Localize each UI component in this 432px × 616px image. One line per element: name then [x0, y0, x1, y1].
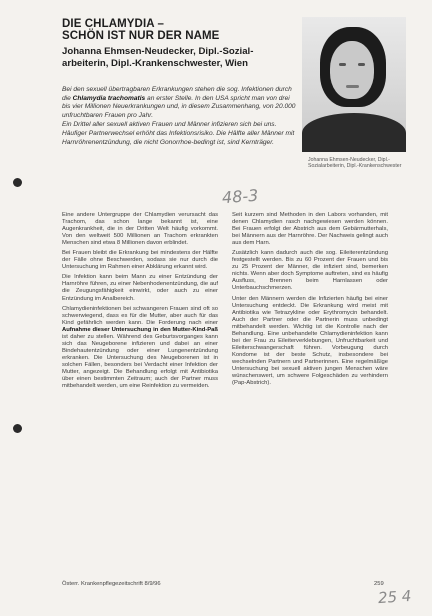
text-column-left: [62, 212, 218, 576]
paragraph: Seit kurzem sind Methoden in den Labors vorhanden, mit denen Chlamydien rasch nachgewiesen werden können. Bei Frauen erfolgt der Abstrich aus dem Gebärmutterhals, bei Männern aus der Harnröhre. Der Nachweis gelingt auch aus dem Harn.: [232, 212, 388, 247]
title-line-2: SCHÖN IST NUR DER NAME: [62, 30, 220, 42]
article-intro: [62, 86, 296, 148]
photo-caption: Johanna Ehmsen-Neudecker, Dipl.-Sozialarbeiterin, Dipl.-Krankenschwester: [308, 157, 402, 170]
handwritten-note: 48-3: [221, 185, 259, 208]
author-photo: [302, 17, 406, 152]
paragraph: Zusätzlich kann dadurch auch die sog. Eileiterentzündung festgestellt werden. Bis zu 60 Prozent der Frauen und bis zu 25 Prozent der Männer, die infiziert sind, bemerken nichts. Wenn aber doch Symptome auftreten, sind es häufig Ausfluss, Brennen beim Harnlassen oder Unterbauchschmerzen.: [232, 250, 388, 292]
paragraph: Die Infektion kann beim Mann zu einer Entzündung der Harnröhre führen, zu einer Nebenhodenentzündung, die auf die Zeugungsfähigkeit einwirkt, oder auch zu einer Entzündung im Analbereich.: [62, 274, 218, 302]
term-chlamydia: Chlamydia trachomatis: [72, 94, 146, 102]
footer-journal: Österr. Krankenpflegezeitschrift 8/9/96: [62, 581, 161, 587]
text-column-right: [232, 212, 388, 576]
intro-paragraph-2: Ein Drittel aller sexuell aktiven Frauen und Männer infizieren sich bei uns. Häufiger Partnerwechsel erhöht das Infektionsrisiko. Die Hälfte aller Männer mit Harnröhrenentzündung, die nicht Gonorrhoe-bedingt ist, sind Kernträger.: [62, 121, 295, 146]
paragraph: Bei Frauen bleibt die Erkrankung bei mindestens der Hälfte der Fälle ohne Beschwerden, sodass sie nur durch die Untersuchung im Rahmen einer Abklärung erkannt wird.: [62, 250, 218, 271]
punch-hole: [13, 424, 22, 433]
page-number: 259: [374, 581, 384, 587]
punch-hole: [13, 178, 22, 187]
handwritten-number: 25 4: [377, 586, 412, 608]
author-line: [62, 46, 297, 69]
author-line-2: arbeiterin, Dipl.-Krankenschwester, Wien: [62, 57, 248, 69]
title-line-1: DIE CHLAMYDIA –: [62, 18, 165, 30]
paragraph: Eine andere Untergruppe der Chlamydien verursacht das Trachom, das schon lange bekannt ist, eine Augenkrankheit, die in der Dritten Welt häufig vorkommt. Von den weltweit 500 Millionen an Trachom erkrankten Menschen sind etwa 8 Millionen davon erblindet.: [62, 212, 218, 247]
emphasis-mutter-kind-pass: Aufnahme dieser Untersuchung in den Mutter-Kind-Paß: [62, 326, 218, 333]
paragraph: Unter den Männern werden die Infizierten häufig bei einer Untersuchung entdeckt. Die Erkrankung wird meist mit Antibiotika wie Tetrazykline oder Erythromycin behandelt. Auch der Partner oder die Partnerin muss unbedingt mitbehandelt werden. Wichtig ist die Kontrolle nach der Behandlung. Eine unbehandelte Chlamydieninfektion kann bei der Frau zu Eileiterverklebungen, Unfruchtbarkeit und Eileiterschwangerschaft führen. Vorbeugung durch Kondome ist der beste Schutz, insbesondere bei wechselnden Partnern und Partnerinnen. Eine regelmäßige Untersuchung bei sexuell aktiven jungen Menschen wäre wünschenswert, um schwere Folgeschäden zu verhindern (Pap-Abstrich).: [232, 295, 388, 387]
article-title: [62, 18, 292, 42]
intro-paragraph-1: Bei den sexuell übertragbaren Erkrankungen stehen die sog. Infektionen durch die Chlamydia trachomatis an erster Stelle. In den USA spricht man von drei bis vier Millionen Neuerkrankungen und, in diesem Zusammenhang, von 20.000 unfruchtbaren Frauen pro Jahr.: [62, 86, 296, 119]
author-line-1: Johanna Ehmsen-Neudecker, Dipl.-Sozial-: [62, 46, 254, 57]
paragraph: Chlamydieninfektionen bei schwangeren Frauen sind oft so schwerwiegend, dass es für die Mutter, aber auch für das Kind gefährlich werden kann. Die Forderung nach einer Aufnahme dieser Untersuchung in den Mutter-Kind-Paß ist daher zu stellen. Während des Geburtsvorganges kann sich das Neugeborene infizieren und dabei an einer Bindehautentzündung oder einer Lungenentzündung erkranken. Die Untersuchung des Neugeborenen ist in solchen Fällen, besonders bei Verdacht einer Infektion der Mutter, angezeigt. Die Behandlung erfolgt mit Antibiotika über einen bestimmten Zeitraum; auch der Partner muss mitbehandelt werden, um eine Reinfektion zu vermeiden.: [62, 305, 218, 390]
